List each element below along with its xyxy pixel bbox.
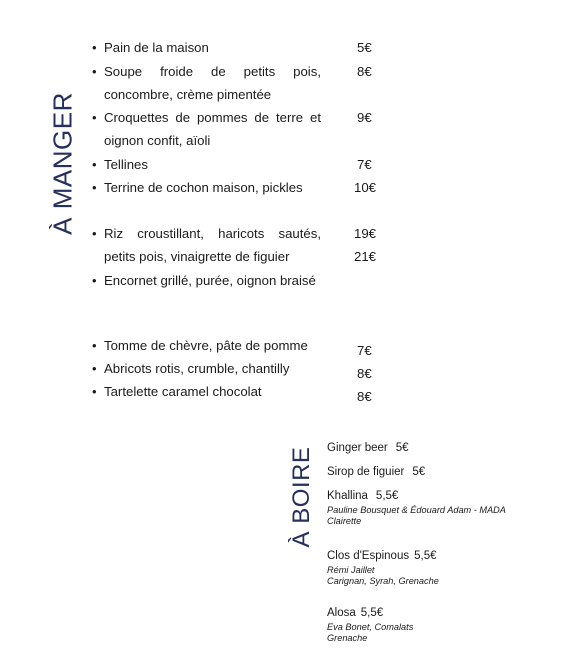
menu-item-name: Riz croustillant, haricots sautés, petits pois, vinaigrette de figuier bbox=[104, 226, 321, 264]
drink-item bbox=[327, 490, 557, 527]
drink-item bbox=[327, 607, 557, 644]
menu-item-name: Abricots rotis, crumble, chantilly bbox=[104, 361, 290, 376]
menu-item-price: 10€ bbox=[354, 180, 377, 195]
bullet: • bbox=[92, 384, 97, 399]
menu-item-price: 8€ bbox=[357, 366, 372, 381]
menu-item-price: 8€ bbox=[357, 389, 372, 404]
menu-item-name: Tomme de chèvre, pâte de pomme bbox=[104, 338, 308, 353]
menu-item-price: 7€ bbox=[357, 157, 372, 172]
drink-grapes: Carignan, Syrah, Grenache bbox=[327, 576, 439, 586]
menu-item-price: 8€ bbox=[357, 64, 372, 79]
drink-grapes: Clairette bbox=[327, 516, 362, 526]
drink-producer: Eva Bonet, Comalats bbox=[327, 622, 414, 632]
menu-item-price: 19€ bbox=[354, 226, 377, 241]
bullet: • bbox=[92, 110, 97, 125]
bullet: • bbox=[92, 226, 97, 241]
menu-item-name: Tartelette caramel chocolat bbox=[104, 384, 262, 399]
drink-producer: Pauline Bousquet & Édouard Adam - MADA bbox=[327, 505, 506, 515]
drink-name: Sirop de figuier bbox=[327, 466, 405, 478]
drink-price: 5,5€ bbox=[375, 490, 399, 502]
drink-name: Khallina bbox=[327, 490, 368, 502]
drink-price: 5€ bbox=[395, 442, 409, 454]
bullet: • bbox=[92, 338, 97, 353]
drink-item bbox=[327, 550, 557, 587]
drink-grapes: Grenache bbox=[327, 633, 368, 643]
drink-item bbox=[327, 466, 557, 479]
menu-item-price: 7€ bbox=[357, 343, 372, 358]
bullet: • bbox=[92, 157, 97, 172]
drink-producer: Rémi Jaillet bbox=[327, 565, 375, 575]
drink-name: Clos d'Espinous bbox=[327, 550, 410, 562]
bullet: • bbox=[92, 361, 97, 376]
bullet: • bbox=[92, 40, 97, 55]
drink-price: 5€ bbox=[412, 466, 426, 478]
drink-price: 5,5€ bbox=[360, 607, 384, 619]
menu-item-name: Encornet grillé, purée, oignon braisé bbox=[104, 273, 316, 288]
bullet: • bbox=[92, 273, 97, 288]
bullet: • bbox=[92, 180, 97, 195]
menu-item-price: 5€ bbox=[357, 40, 372, 55]
menu-item-name: Pain de la maison bbox=[104, 40, 209, 55]
menu-item-price: 9€ bbox=[357, 110, 372, 125]
drink-name: Alosa bbox=[327, 607, 356, 619]
drink-name: Ginger beer bbox=[327, 442, 388, 454]
bullet: • bbox=[92, 64, 97, 79]
drink-item bbox=[327, 442, 557, 455]
menu-item-name: Tellines bbox=[104, 157, 148, 172]
section-title-a-boire: À BOIRE bbox=[288, 446, 315, 548]
drink-price: 5,5€ bbox=[414, 550, 437, 562]
menu-item-price: 21€ bbox=[354, 249, 377, 264]
section-title-a-manger: À MANGER bbox=[47, 92, 78, 235]
menu-item-name: Terrine de cochon maison, pickles bbox=[104, 180, 303, 195]
menu-item-name: Croquettes de pommes de terre et oignon confit, aïoli bbox=[104, 110, 321, 148]
menu-item-name: Soupe froide de petits pois, concombre, crème pimentée bbox=[104, 64, 321, 102]
